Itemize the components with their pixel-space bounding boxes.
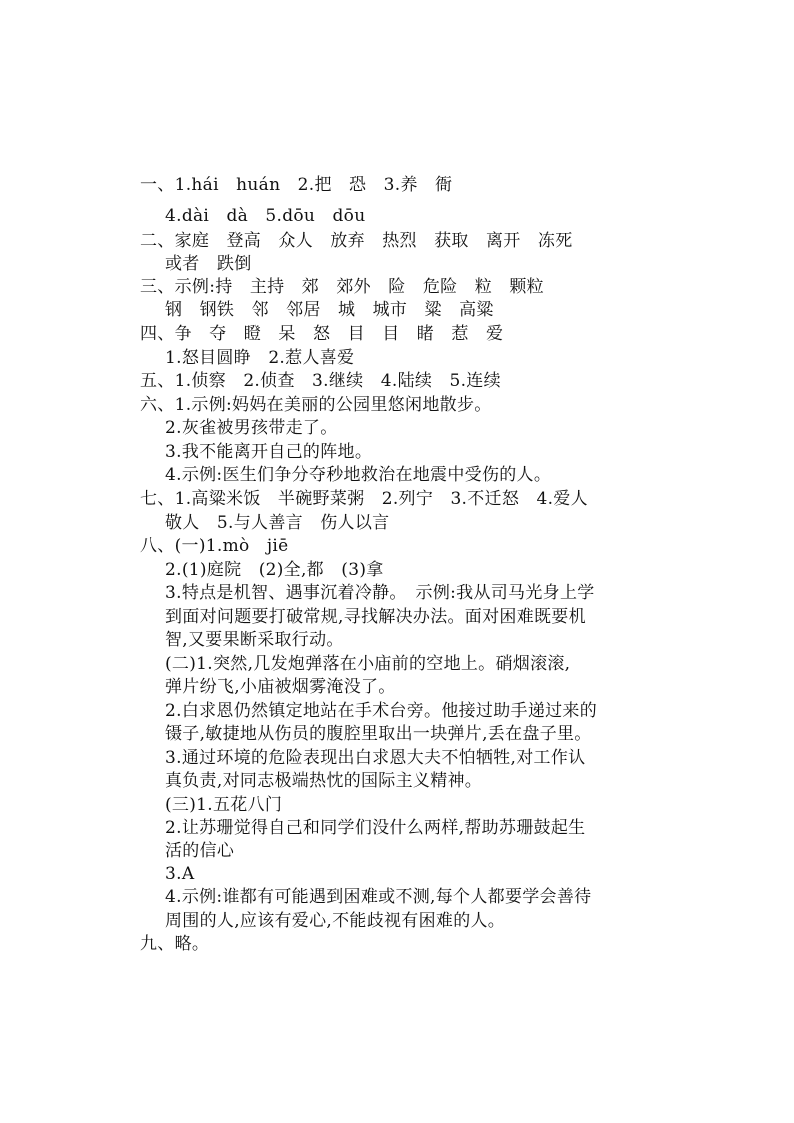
answer-line: 4.示例:医生们争分夺秒地救治在地震中受伤的人。 bbox=[165, 465, 552, 485]
answer-line: 2.白求恩仍然镇定地站在手术台旁。他接过助手递过来的 bbox=[165, 701, 598, 721]
answer-line: 四、争 夺 瞪 呆 怒 目 目 睹 惹 爱 bbox=[140, 324, 504, 344]
answer-line: 弹片纷飞,小庙被烟雾淹没了。 bbox=[165, 677, 396, 697]
answer-line: 4.示例:谁都有可能遇到困难或不测,每个人都要学会善待 bbox=[165, 887, 592, 907]
answer-line: 4.dài dà 5.dōu dōu bbox=[165, 206, 366, 226]
answer-line: 五、1.侦察 2.侦查 3.继续 4.陆续 5.连续 bbox=[140, 371, 501, 391]
answer-line: 2.灰雀被男孩带走了。 bbox=[165, 418, 338, 438]
answer-line: 或者 跌倒 bbox=[165, 254, 252, 274]
answer-line: 三、示例:持 主持 郊 郊外 险 危险 粒 颗粒 bbox=[140, 277, 544, 297]
answer-line: 智,又要果断采取行动。 bbox=[165, 630, 344, 650]
answer-line: 八、(一)1.mò jiē bbox=[140, 536, 289, 556]
answer-line: (三)1.五花八门 bbox=[165, 795, 283, 815]
answer-line: 九、略。 bbox=[140, 934, 210, 954]
answer-line: 敬人 5.与人善言 伤人以言 bbox=[165, 513, 390, 533]
answer-line: 周围的人,应该有爱心,不能歧视有困难的人。 bbox=[165, 911, 506, 931]
answer-line: 真负责,对同志极端热忱的国际主义精神。 bbox=[165, 771, 483, 791]
answer-line: 七、1.高粱米饭 半碗野菜粥 2.列宁 3.不迁怒 4.爱人 bbox=[140, 489, 588, 509]
answer-line: 一、1.hái huán 2.把 恐 3.养 衙 bbox=[140, 175, 453, 195]
answer-line: 活的信心 bbox=[165, 841, 235, 861]
answer-line: 1.怒目圆睁 2.惹人喜爱 bbox=[165, 348, 355, 368]
answer-line: 到面对问题要打破常规,寻找解决办法。面对困难既要机 bbox=[165, 607, 586, 627]
answer-line: 2.让苏珊觉得自己和同学们没什么两样,帮助苏珊鼓起生 bbox=[165, 818, 586, 838]
answer-line: 2.(1)庭院 (2)全,都 (3)拿 bbox=[165, 560, 384, 580]
answer-line: 六、1.示例:妈妈在美丽的公园里悠闲地散步。 bbox=[140, 395, 492, 415]
answer-line: 3.A bbox=[165, 864, 195, 884]
answer-line: 3.通过环境的危险表现出白求恩大夫不怕牺牲,对工作认 bbox=[165, 748, 586, 768]
answer-line: 二、家庭 登高 众人 放弃 热烈 获取 离开 冻死 bbox=[140, 231, 573, 251]
answer-line: 3.特点是机智、遇事沉着冷静。 示例:我从司马光身上学 bbox=[165, 583, 595, 603]
answer-line: 3.我不能离开自己的阵地。 bbox=[165, 442, 373, 462]
answer-line: 钢 钢铁 邻 邻居 城 城市 粱 高粱 bbox=[165, 300, 494, 320]
answer-line: (二)1.突然,几发炮弹落在小庙前的空地上。硝烟滚滚, bbox=[165, 654, 571, 674]
answer-line: 镊子,敏捷地从伤员的腹腔里取出一块弹片,丢在盘子里。 bbox=[165, 724, 592, 744]
